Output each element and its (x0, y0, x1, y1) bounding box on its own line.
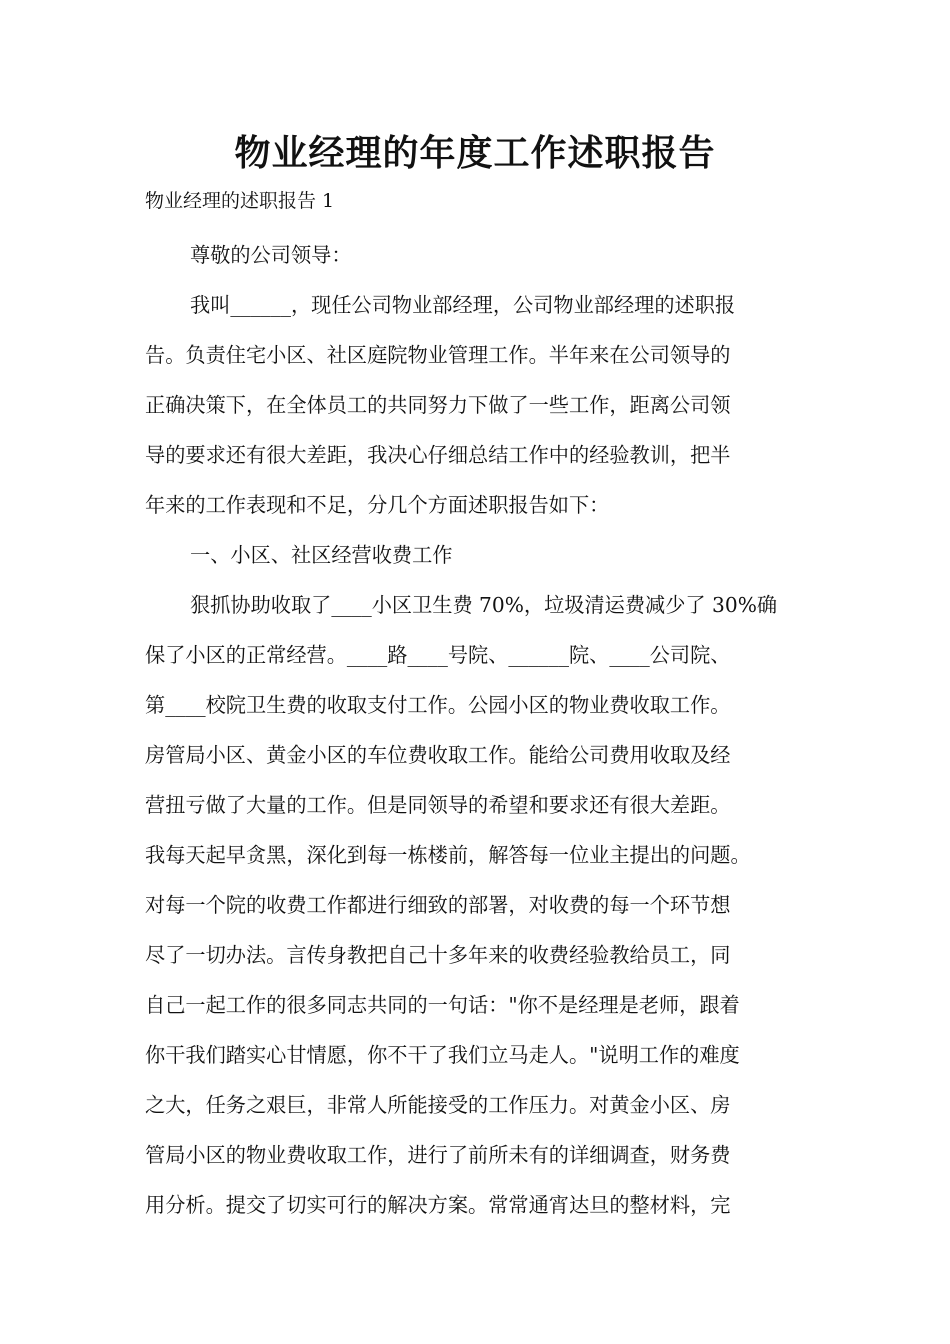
body-line: 用分析。提交了切实可行的解决方案。常常通宵达旦的整材料，完 (145, 1193, 731, 1217)
body-line: 告。负责住宅小区、社区庭院物业管理工作。半年来在公司领导的 (145, 343, 731, 367)
body-line: 尊敬的公司领导： (190, 243, 352, 267)
body-line: 正确决策下，在全体员工的共同努力下做了一些工作，距离公司领 (145, 393, 731, 417)
body-line: 我每天起早贪黑，深化到每一栋楼前，解答每一位业主提出的问题。 (145, 843, 751, 867)
document-body (145, 230, 807, 1230)
body-line: 管局小区的物业费收取工作，进行了前所未有的详细调查，财务费 (145, 1143, 731, 1167)
body-line: 自己一起工作的很多同志共同的一句话："你不是经理是老师，跟着 (145, 993, 740, 1017)
body-line: 一、小区、社区经营收费工作 (190, 543, 453, 567)
body-line: 导的要求还有很大差距，我决心仔细总结工作中的经验教训，把半 (145, 443, 731, 467)
body-line: 你干我们踏实心甘情愿，你不干了我们立马走人。"说明工作的难度 (145, 1043, 740, 1067)
document-subtitle: 物业经理的述职报告 1 (145, 190, 335, 212)
body-line: 狠抓协助收取了____小区卫生费 70%，垃圾清运费减少了 30%确 (190, 593, 778, 617)
body-line: 尽了一切办法。言传身教把自己十多年来的收费经验教给员工，同 (145, 943, 731, 967)
body-line: 对每一个院的收费工作都进行细致的部署，对收费的每一个环节想 (145, 893, 731, 917)
body-line: 之大，任务之艰巨，非常人所能接受的工作压力。对黄金小区、房 (145, 1093, 731, 1117)
body-line: 我叫______，现任公司物业部经理，公司物业部经理的述职报 (190, 293, 736, 317)
body-line: 保了小区的正常经营。____路____号院、______院、____公司院、 (145, 643, 731, 667)
body-line: 房管局小区、黄金小区的车位费收取工作。能给公司费用收取及经 (145, 743, 731, 767)
document-title: 物业经理的年度工作述职报告 (234, 133, 716, 174)
body-line: 第____校院卫生费的收取支付工作。公园小区的物业费收取工作。 (145, 693, 731, 717)
body-line: 年来的工作表现和不足，分几个方面述职报告如下： (145, 493, 610, 517)
body-line: 营扭亏做了大量的工作。但是同领导的希望和要求还有很大差距。 (145, 793, 731, 817)
